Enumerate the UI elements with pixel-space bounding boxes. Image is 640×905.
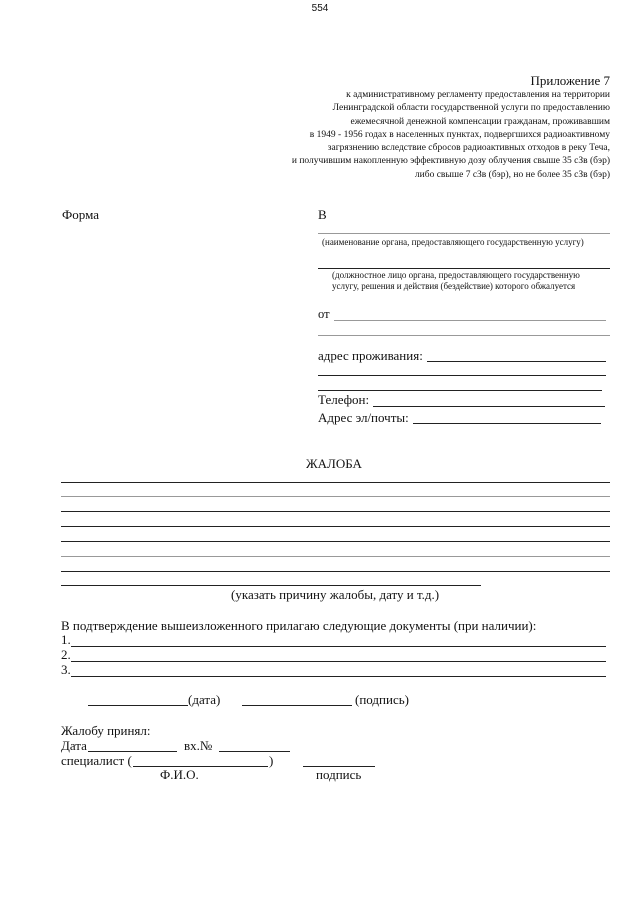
complaint-caption: (указать причину жалобы, дату и т.д.) [231, 587, 440, 602]
specialist-close-paren: ) [269, 753, 274, 768]
date-line[interactable] [88, 705, 188, 706]
address-line-3[interactable] [318, 390, 602, 391]
specialist-signature-label: подпись [316, 767, 362, 782]
documents-intro: В подтверждение вышеизложенного прилагаю следующие документы (при наличии): [61, 618, 537, 633]
document-item-line[interactable] [71, 676, 606, 677]
appendix-title: Приложение 7 [530, 73, 610, 88]
from-line-2[interactable] [318, 335, 610, 336]
email-line[interactable] [413, 423, 601, 424]
to-label: В [318, 207, 327, 222]
incoming-number-line[interactable] [219, 751, 290, 752]
appendix-line: ежемесячной денежной компенсации гражданам, проживавшим [350, 116, 610, 127]
appendix-header [292, 73, 610, 182]
document-item-number: 2. [61, 647, 71, 662]
page-number: 554 [311, 3, 329, 14]
document-item-number: 3. [61, 662, 71, 677]
org-caption: (наименование органа, предоставляющего государственную услугу) [322, 237, 584, 247]
from-line[interactable] [334, 320, 606, 321]
complaint-line[interactable] [61, 496, 610, 497]
appendix-line: Ленинградской области государственной услуги по предоставлению [332, 103, 610, 114]
appendix-line: к административному регламенту предоставления на территории [346, 90, 610, 100]
incoming-number-label: вх.№ [184, 738, 213, 753]
received-date-line[interactable] [88, 751, 177, 752]
appendix-line: в 1949 - 1956 годах в населенных пунктах, подвергшихся радиоактивному [309, 129, 610, 140]
appendix-line: либо свыше 7 сЗв (бэр), но не более 35 сЗв (бэр) [414, 169, 610, 180]
appendix-line: загрязнению вследствие сбросов радиоактивных отходов в реку Теча, [327, 143, 610, 154]
official-caption-2: услугу, решения и действия (бездействие) которого обжалуется [332, 281, 576, 291]
complaint-line[interactable] [61, 482, 610, 483]
appendix-line: и получившим накопленную эффективную дозу облучения свыше 35 сЗв (бэр) [291, 156, 610, 167]
signature-line[interactable] [242, 705, 352, 706]
from-label: от [318, 307, 330, 321]
specialist-label: специалист ( [61, 753, 132, 768]
address-line[interactable] [427, 361, 606, 362]
document-item-line[interactable] [71, 646, 606, 647]
form-label: Форма [62, 207, 99, 222]
date-label: (дата) [188, 692, 221, 707]
complaint-line[interactable] [61, 541, 610, 542]
official-caption-1: (должностное лицо органа, предоставляющего государственную [332, 270, 580, 280]
phone-line[interactable] [373, 406, 605, 407]
received-header: Жалобу принял: [61, 723, 151, 738]
fio-label: Ф.И.О. [160, 767, 199, 782]
phone-label: Телефон: [318, 392, 370, 407]
complaint-line[interactable] [61, 511, 610, 512]
org-name-line[interactable] [318, 233, 610, 234]
document-item-line[interactable] [71, 661, 606, 662]
complaint-line[interactable] [61, 556, 610, 557]
official-line[interactable] [318, 268, 610, 269]
complaint-line[interactable] [61, 585, 481, 586]
signature-label: (подпись) [355, 692, 409, 707]
address-label: адрес проживания: [318, 348, 423, 363]
email-label: Адрес эл/почты: [318, 410, 409, 425]
specialist-name-line[interactable] [133, 766, 268, 767]
complaint-line[interactable] [61, 571, 610, 572]
complaint-line[interactable] [61, 526, 610, 527]
address-line-2[interactable] [318, 375, 606, 376]
document-title: ЖАЛОБА [306, 456, 362, 471]
document-item-number: 1. [61, 632, 71, 647]
received-date-label: Дата [61, 738, 87, 753]
